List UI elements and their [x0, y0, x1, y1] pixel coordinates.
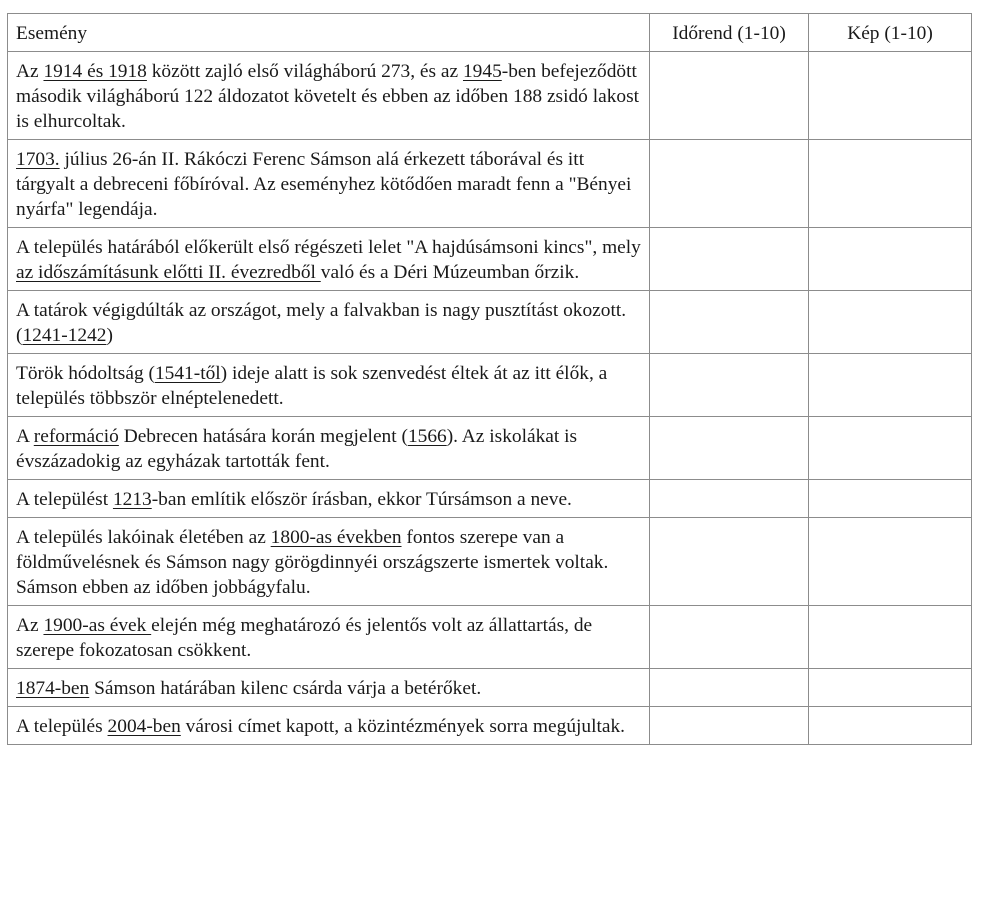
- event-cell: [8, 518, 650, 606]
- order-input-cell[interactable]: [650, 52, 809, 140]
- event-text: július 26-án II. Rákóczi Ferenc Sámson alá érkezett táborával és itt tárgyalt a debreceni főbíróval. Az eseményhez kötődően maradt fenn a "Bényei nyárfa" legendája.: [16, 149, 632, 220]
- order-input-cell[interactable]: [650, 606, 809, 669]
- image-input-cell[interactable]: [809, 228, 972, 291]
- event-text: való és a Déri Múzeumban őrzik.: [320, 262, 580, 283]
- image-input-cell[interactable]: [809, 606, 972, 669]
- table-row: [8, 52, 972, 140]
- image-input-cell[interactable]: [809, 707, 972, 745]
- table-row: [8, 669, 972, 707]
- event-text: ). Az iskolákat is évszázadokig az egyházak tartották fent.: [16, 426, 578, 472]
- event-text: városi címet kapott, a közintézmények sorra megújultak.: [180, 716, 626, 737]
- order-input-cell[interactable]: [650, 669, 809, 707]
- order-input-cell[interactable]: [650, 228, 809, 291]
- image-input-cell[interactable]: [809, 480, 972, 518]
- header-row: [8, 14, 972, 52]
- event-text-underlined: reformáció: [33, 426, 119, 447]
- table-row: [8, 606, 972, 669]
- event-text-underlined: 1800-as években: [270, 527, 402, 548]
- image-input-cell[interactable]: [809, 518, 972, 606]
- image-input-cell[interactable]: [809, 354, 972, 417]
- event-text: A tatárok végigdúlták az országot, mely a falvakban is nagy pusztítást okozott. (: [16, 300, 627, 346]
- event-text-underlined: 1241-1242: [22, 325, 107, 346]
- event-text: ): [106, 325, 113, 346]
- event-text-underlined: 1566: [407, 426, 447, 447]
- event-text: Sámson határában kilenc csárda várja a betérőket.: [89, 678, 482, 699]
- event-cell: [8, 669, 650, 707]
- event-cell: [8, 606, 650, 669]
- header-event: Esemény: [8, 14, 650, 52]
- event-cell: [8, 354, 650, 417]
- event-text: Török hódoltság (: [16, 363, 155, 384]
- event-text: A települést: [16, 489, 113, 510]
- event-text-underlined: 1213: [112, 489, 152, 510]
- event-cell: [8, 228, 650, 291]
- event-text: -ban említik először írásban, ekkor Túrsámson a neve.: [151, 489, 572, 510]
- event-text: fontos szerepe van a földművelésnek és Sámson nagy görögdinnyéi országszerte ismertek voltak. Sámson ebben az időben jobbágyfalu.: [16, 527, 609, 598]
- event-text: Debrecen hatására korán megjelent (: [118, 426, 408, 447]
- image-input-cell[interactable]: [809, 52, 972, 140]
- event-text: Az: [16, 61, 44, 82]
- event-text-underlined: 1900-as évek: [43, 615, 152, 636]
- order-input-cell[interactable]: [650, 354, 809, 417]
- order-input-cell[interactable]: [650, 417, 809, 480]
- event-text-underlined: 1874-ben: [16, 678, 90, 699]
- table-row: [8, 291, 972, 354]
- table-row: [8, 707, 972, 745]
- event-text: között zajló első világháború 273, és az: [146, 61, 463, 82]
- event-text-underlined: az időszámításunk előtti II. évezredből: [16, 262, 321, 283]
- event-text: A: [16, 426, 34, 447]
- event-text-underlined: 1914 és 1918: [43, 61, 147, 82]
- event-text: Az: [16, 615, 44, 636]
- image-input-cell[interactable]: [809, 291, 972, 354]
- order-input-cell[interactable]: [650, 480, 809, 518]
- event-text: -ben befejeződött második világháború 122 áldozatot követelt és ebben az időben 188 zsidó lakost is elhurcoltak.: [16, 61, 640, 132]
- order-input-cell[interactable]: [650, 140, 809, 228]
- event-text-underlined: 1703.: [16, 149, 60, 170]
- event-cell: [8, 140, 650, 228]
- header-order: Időrend (1-10): [650, 14, 809, 52]
- event-text: A település határából előkerült első régészeti lelet "A hajdúsámsoni kincs", mely: [16, 237, 641, 258]
- event-text: A település lakóinak életében az: [16, 527, 271, 548]
- image-input-cell[interactable]: [809, 140, 972, 228]
- event-text: A település: [16, 716, 108, 737]
- event-cell: [8, 291, 650, 354]
- event-text: ) ideje alatt is sok szenvedést éltek át az itt élők, a település többször elnéptelenedett.: [16, 363, 608, 409]
- event-cell: [8, 52, 650, 140]
- event-cell: [8, 707, 650, 745]
- order-input-cell[interactable]: [650, 707, 809, 745]
- table-row: [8, 518, 972, 606]
- order-input-cell[interactable]: [650, 291, 809, 354]
- event-cell: [8, 417, 650, 480]
- table-row: [8, 480, 972, 518]
- events-table: [7, 13, 972, 745]
- event-text-underlined: 1945: [462, 61, 502, 82]
- event-text: elején még meghatározó és jelentős volt az állattartás, de szerepe fokozatosan csökkent.: [16, 615, 593, 661]
- table-row: [8, 354, 972, 417]
- event-cell: [8, 480, 650, 518]
- table-row: [8, 140, 972, 228]
- table-row: [8, 228, 972, 291]
- table-row: [8, 417, 972, 480]
- header-image: Kép (1-10): [809, 14, 972, 52]
- image-input-cell[interactable]: [809, 417, 972, 480]
- event-text-underlined: 1541-től: [154, 363, 221, 384]
- order-input-cell[interactable]: [650, 518, 809, 606]
- event-text-underlined: 2004-ben: [107, 716, 181, 737]
- image-input-cell[interactable]: [809, 669, 972, 707]
